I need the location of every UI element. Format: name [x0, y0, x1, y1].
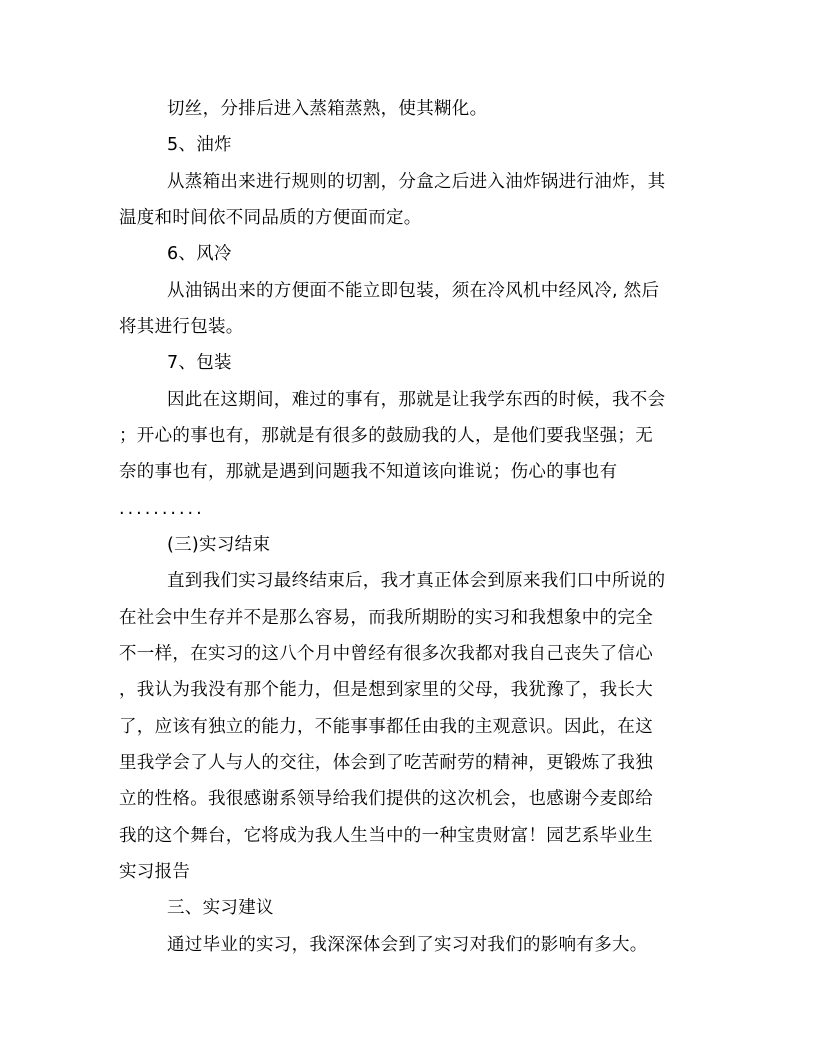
text-line: 将其进行包装。 — [119, 317, 244, 337]
text-line: 了，应该有独立的能力，不能事事都任由我的主观意识。因此，在这 — [119, 717, 653, 737]
text-line: 从油锅出来的方便面不能立即包装，须在冷风机中经风冷, 然后 — [167, 281, 660, 301]
section-heading: 三、实习建议 — [167, 898, 274, 918]
text-line: 通过毕业的实习，我深深体会到了实习对我们的影响有多大。 — [167, 935, 648, 955]
text-line: 在社会中生存并不是那么容易，而我所期盼的实习和我想象中的完全 — [119, 608, 653, 628]
text-line: 里我学会了人与人的交往，体会到了吃苦耐劳的精神，更锻炼了我独 — [119, 753, 653, 773]
text-line: 实习报告 — [119, 862, 191, 882]
text-line: ；开心的事也有，那就是有很多的鼓励我的人，是他们要我坚强；无 — [119, 426, 653, 446]
text-line: 奈的事也有，那就是遇到问题我不知道该向谁说；伤心的事也有 — [119, 462, 618, 482]
section-heading: (三)实习结束 — [167, 535, 271, 555]
text-line: 我的这个舞台，它将成为我人生当中的一种宝贵财富！园艺系毕业生 — [119, 826, 653, 846]
ellipsis-line: .......... — [119, 499, 205, 519]
text-line: 不一样，在实习的这八个月中曾经有很多次我都对我自己丧失了信心 — [119, 644, 653, 664]
text-line: 从蒸箱出来进行规则的切割，分盒之后进入油炸锅进行油炸，其 — [167, 172, 666, 192]
text-line: 切丝，分排后进入蒸箱蒸熟，使其糊化。 — [167, 99, 488, 119]
text-line: 直到我们实习最终结束后，我才真正体会到原来我们口中所说的 — [167, 571, 666, 591]
section-heading: 5、油炸 — [167, 135, 232, 155]
text-line: ，我认为我没有那个能力，但是想到家里的父母，我犹豫了，我长大 — [119, 680, 653, 700]
section-heading: 7、包装 — [167, 353, 232, 373]
text-line: 温度和时间依不同品质的方便面而定。 — [119, 208, 422, 228]
text-line: 立的性格。我很感谢系领导给我们提供的这次机会，也感谢今麦郎给 — [119, 789, 653, 809]
text-line: 因此在这期间，难过的事有，那就是让我学东西的时候，我不会 — [167, 390, 666, 410]
section-heading: 6、风冷 — [167, 244, 232, 264]
